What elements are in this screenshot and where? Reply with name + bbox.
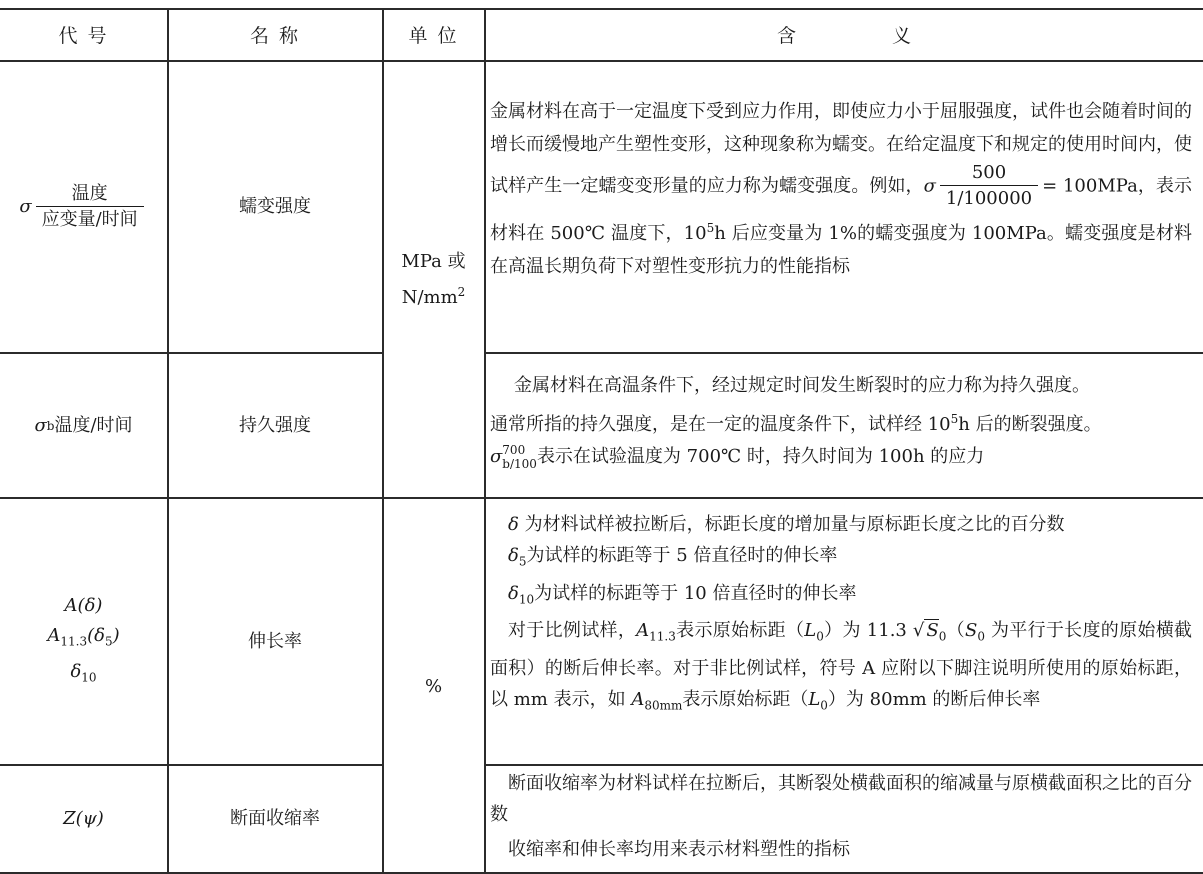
elongation-code-2c: )	[112, 624, 120, 646]
elongation-p4S2sub: 0	[977, 629, 985, 644]
header-meaning-label: 含 义	[776, 24, 912, 47]
endurance-line-3-sup: 700	[502, 443, 526, 457]
elongation-p2b: 为试样的标距等于 5 倍直径时的伸长率	[526, 545, 838, 566]
creep-code	[0, 62, 167, 352]
creep-code-fraction	[36, 182, 144, 233]
reduction-description	[490, 768, 1192, 865]
endurance-line-2-sup: 5	[950, 411, 959, 426]
endurance-description	[490, 370, 1192, 474]
endurance-line-3-symbol: σ	[490, 446, 503, 467]
elongation-p4a: 对于比例试样，	[508, 620, 637, 642]
elongation-p4	[490, 615, 1192, 721]
endurance-code-symbol: σ	[34, 414, 47, 436]
creep-code-denominator: 应变量/时间	[36, 206, 144, 233]
col-divider-3	[484, 8, 486, 874]
elongation-p3	[490, 578, 1192, 616]
elongation-p4e: 为平行于长度的原始横截面积）的断后伸长率。对于非比例试样，符号 A 应附以下脚注说明所使用的原始标距，以 mm 表示，如	[490, 620, 1193, 710]
elongation-p4L: L	[804, 620, 817, 642]
elongation-code-3sub: 10	[81, 670, 97, 685]
elongation-p4A80: A	[631, 688, 645, 710]
creep-desc-text-1: 金属材料在高于一定温度下受到应力作用，即使应力小于屈服强度，试件也会随着时间的增长而缓慢地产生塑性变形，这种现象称为蠕变。在给定温度下和规定的使用时间内，使试样产生一定蠕变变形量的应力称为蠕变强度。例如，	[490, 101, 1192, 197]
creep-example-numerator: 500	[971, 162, 1007, 183]
row-divider-3b	[484, 764, 1203, 766]
elongation-p4S: S	[926, 620, 939, 642]
elongation-p2	[490, 540, 1192, 578]
endurance-line-3-sub: b/100	[502, 457, 537, 471]
creep-example-fraction	[940, 161, 1038, 212]
creep-example-symbol: σ	[923, 175, 936, 197]
elongation-p3sub: 10	[518, 592, 535, 607]
reduction-name: 断面收缩率	[230, 808, 320, 829]
elongation-p3b: 为试样的标距等于 10 倍直径时的伸长率	[534, 582, 857, 604]
creep-desc-text-2: = 100MPa，表示材料在 500℃ 温度下，10	[490, 175, 1192, 244]
elongation-p4L2sub: 0	[820, 698, 828, 713]
creep-description	[490, 96, 1192, 283]
reduction-code-text: Z(ψ)	[63, 808, 104, 829]
elongation-p4b: 表示原始标距（	[675, 620, 805, 642]
elongation-p4Lsub: 0	[816, 629, 824, 644]
endurance-line-2b: h 后的断裂强度。	[958, 413, 1102, 435]
stress-unit-line1: MPa 或	[401, 250, 466, 272]
elongation-p1b: 为材料试样被拉断后，标距长度的增加量与原标距长度之比的百分数	[518, 514, 1065, 535]
endurance-code	[0, 354, 167, 497]
percent-unit: %	[424, 675, 443, 697]
header-unit: 单 位	[408, 24, 459, 47]
creep-code-numerator: 温度	[71, 182, 108, 204]
elongation-p3a: δ	[508, 582, 519, 604]
header-meaning	[485, 8, 1203, 60]
elongation-code-line1: A(δ)	[64, 594, 103, 616]
stress-unit-line2: N/mm	[401, 286, 458, 308]
stress-unit-line2-wrap	[402, 277, 466, 313]
elongation-p4f: 表示原始标距（	[682, 688, 809, 710]
creep-desc-text-3: h 后应变量为 1%的蠕变强度为 100MPa。蠕变强度是材料在高温长期负荷下对塑性变形抗力的性能指标	[490, 223, 1192, 277]
elongation-p4L2: L	[808, 688, 821, 710]
endurance-code-text: 温度/时间	[54, 414, 133, 436]
elongation-p4S2: S	[964, 620, 978, 642]
elongation-p4c: ）为 11.3 √	[823, 620, 925, 642]
elongation-code-line3	[70, 657, 96, 693]
elongation-p4Ssub: 0	[938, 629, 947, 644]
row-divider-1b	[484, 352, 1203, 354]
elongation-code-2b: (δ	[87, 624, 105, 646]
elongation-code-line2	[47, 621, 119, 657]
creep-example-denominator: 1/100000	[940, 185, 1038, 212]
endurance-code-sub: b	[46, 418, 55, 433]
elongation-code-2sub2: 5	[104, 634, 113, 649]
header-name: 名 称	[249, 24, 301, 47]
reduction-p2: 收缩率和伸长率均用来表示材料塑性的指标	[508, 839, 850, 860]
elongation-p4d: （	[946, 620, 965, 642]
elongation-code-3: δ	[70, 660, 82, 682]
creep-desc-sup: 5	[706, 221, 715, 235]
elongation-code-2a: A	[47, 624, 61, 646]
reduction-code	[0, 766, 167, 872]
elongation-p2sub: 5	[518, 554, 527, 569]
stress-unit	[383, 62, 484, 497]
elongation-p1	[490, 509, 1192, 540]
elongation-code-2sub: 11.3	[60, 634, 88, 649]
elongation-p4A80sub: 80mm	[644, 698, 683, 713]
endurance-line-3-scripts	[502, 443, 537, 471]
creep-code-symbol: σ	[19, 196, 32, 217]
endurance-line-3b: 表示在试验温度为 700℃ 时，持久时间为 100h 的应力	[536, 446, 985, 467]
elongation-p2a: δ	[508, 545, 519, 566]
elongation-p4Asub: 11.3	[649, 629, 676, 644]
endurance-line-2	[490, 403, 1192, 442]
endurance-line-3	[490, 441, 1192, 474]
elongation-p4A: A	[636, 620, 650, 642]
elongation-p1a: δ	[508, 514, 519, 535]
elongation-name: 伸长率	[248, 630, 302, 652]
elongation-p4g: ）为 80mm 的断后伸长率	[827, 688, 1041, 710]
elongation-description	[490, 509, 1192, 721]
endurance-line-1: 金属材料在高温条件下，经过规定时间发生断裂时的应力称为持久强度。	[514, 375, 1090, 396]
elongation-code	[0, 499, 167, 764]
reduction-p1: 断面收缩率为材料试样在拉断后，其断裂处横截面积的缩减量与原横截面积之比的百分数	[490, 773, 1192, 825]
creep-name: 蠕变强度	[239, 196, 311, 217]
endurance-name: 持久强度	[239, 414, 311, 436]
stress-unit-sup: 2	[457, 284, 466, 299]
endurance-line-2a: 通常所指的持久强度，是在一定的温度条件下，试样经 10	[490, 413, 951, 435]
header-code: 代 号	[58, 24, 109, 47]
